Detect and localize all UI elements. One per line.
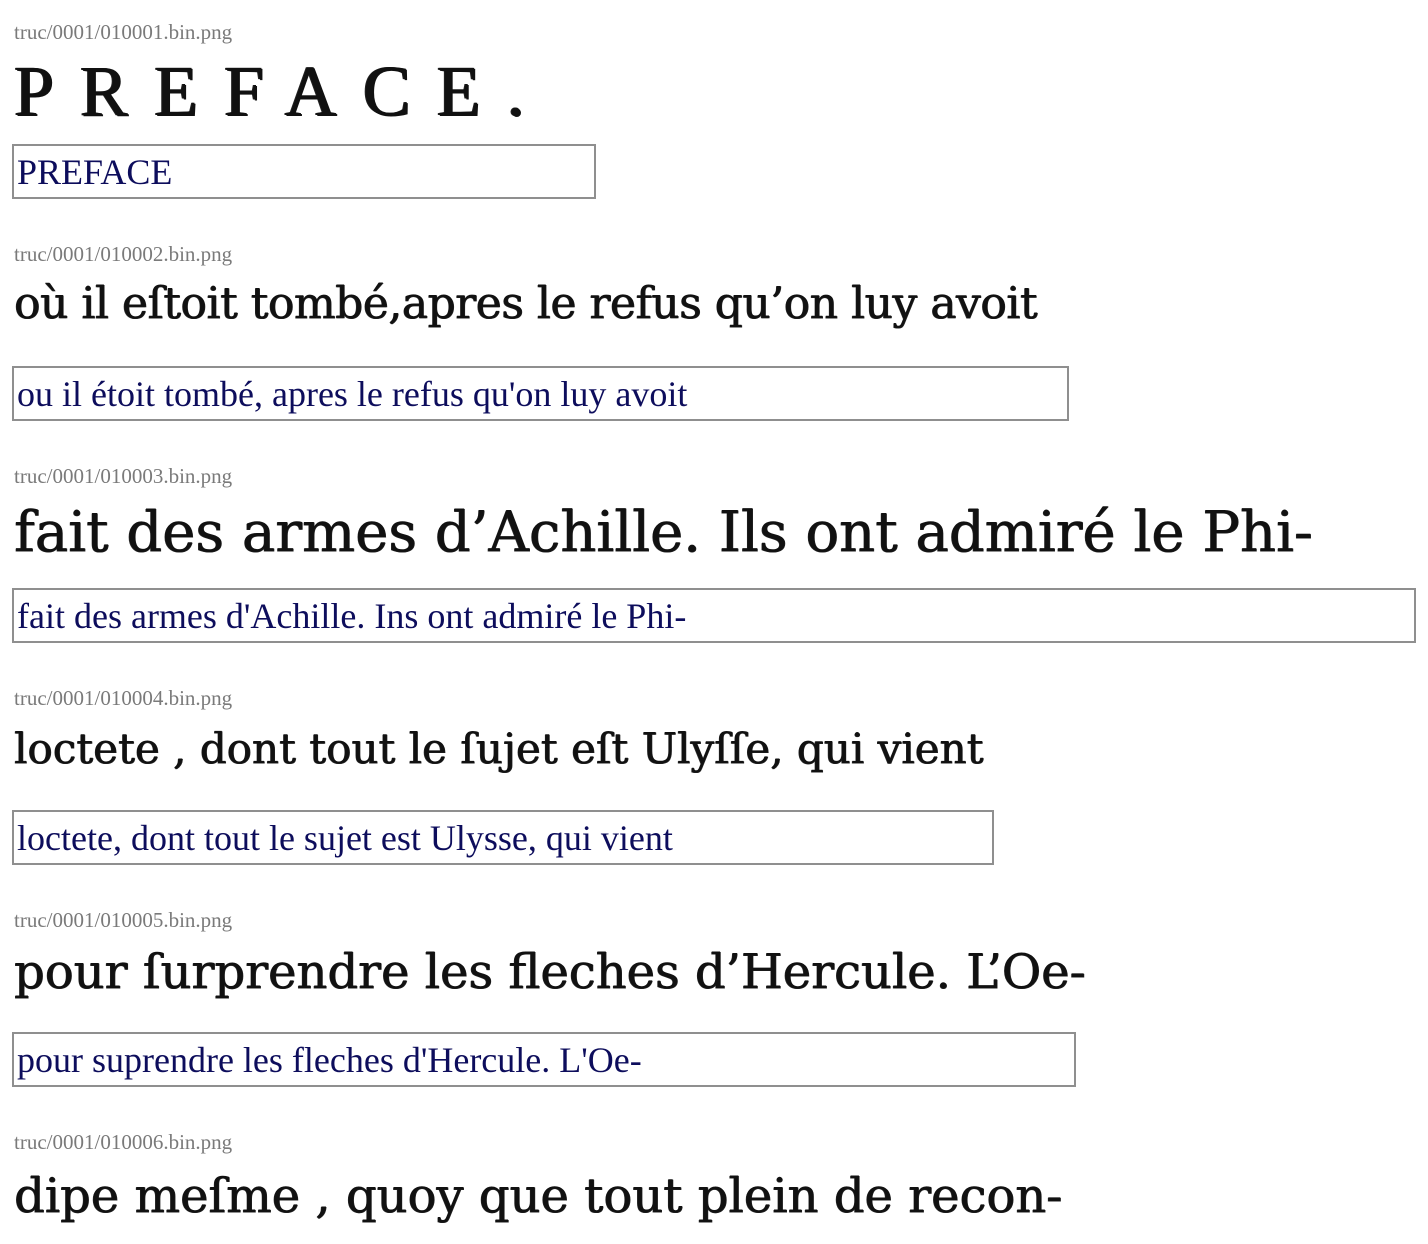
image-filename: truc/0001/010003.bin.png [14, 464, 233, 488]
scanned-line-image: où il eſtoit tombé,apres le refus qu’on luy avoit [14, 278, 1038, 329]
scanned-line-image: loctete , dont tout le ſujet eſt Ulyſſe, qui vient [14, 724, 984, 773]
ocr-text-input[interactable] [12, 1032, 1076, 1087]
image-filename: truc/0001/010002.bin.png [14, 242, 233, 266]
ocr-text-input[interactable] [12, 588, 1416, 643]
ocr-text-input[interactable] [12, 366, 1069, 421]
scanned-line-image: dipe meſme , quoy que tout plein de recon- [14, 1168, 1063, 1224]
image-filename: truc/0001/010005.bin.png [14, 908, 233, 932]
ocr-text-input[interactable] [12, 144, 596, 199]
scanned-line-image: pour ſurprendre les fleches d’Hercule. L’Oe- [14, 944, 1086, 1000]
ocr-entry [0, 908, 1428, 1108]
ocr-entry [0, 1130, 1428, 1244]
scanned-line-image: fait des armes d’Achille. Ils ont admiré le Phi- [14, 500, 1313, 565]
image-filename: truc/0001/010004.bin.png [14, 686, 233, 710]
ocr-text-input[interactable] [12, 810, 994, 865]
image-filename: truc/0001/010001.bin.png [14, 20, 233, 44]
ocr-entry [0, 20, 1428, 220]
ocr-entry [0, 242, 1428, 442]
image-filename: truc/0001/010006.bin.png [14, 1130, 233, 1154]
scanned-line-image: PREFACE. [14, 51, 551, 131]
ocr-entry [0, 464, 1428, 664]
ocr-entry [0, 686, 1428, 886]
